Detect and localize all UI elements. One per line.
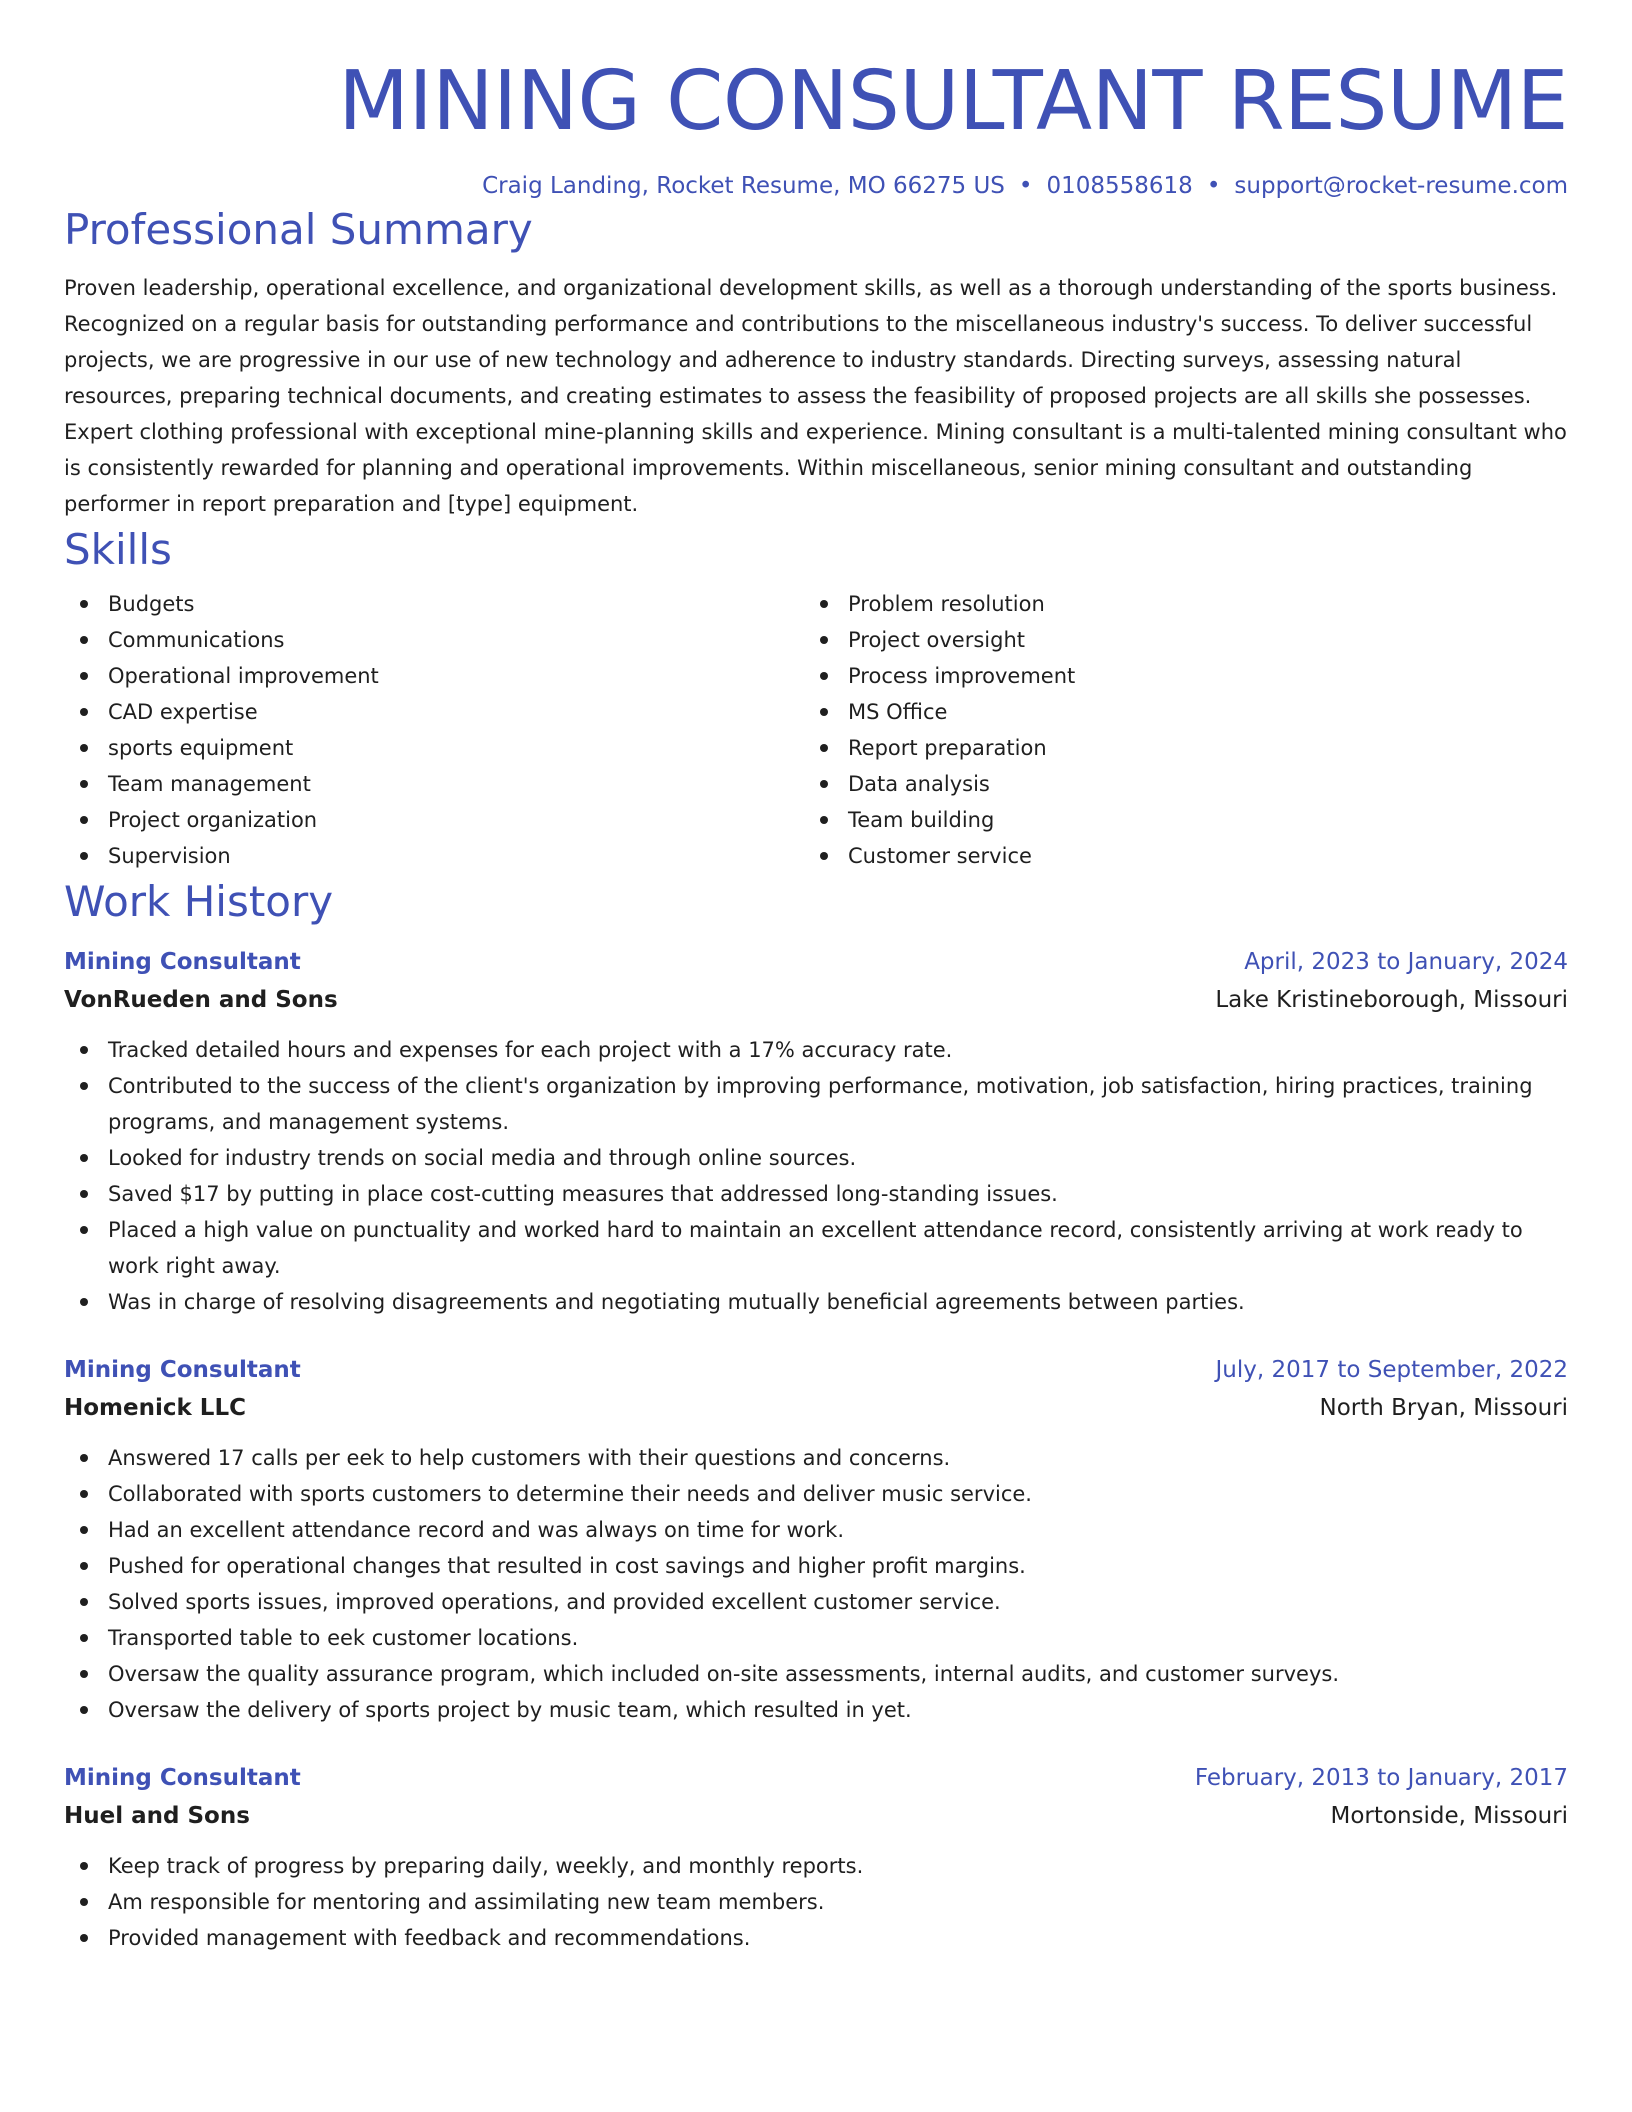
list-item: Looked for industry trends on social media and through online sources. [64,1140,1568,1176]
bullet-icon [80,1934,88,1942]
list-item: Placed a high value on punctuality and worked hard to maintain an excellent attendance record, consistently arriving at work ready to work right away. [64,1212,1568,1284]
job-header [64,1760,1568,1796]
bullet-icon [80,1454,88,1462]
list-item: Transported table to eek customer locations. [64,1620,1568,1656]
skill-item: Operational improvement [64,658,804,694]
skill-item: CAD expertise [64,694,804,730]
bullet-icon [80,1298,88,1306]
job-subheader [64,1388,1568,1428]
job-location: Mortonside, Missouri [1330,1803,1568,1829]
skills-heading: Skills [64,525,172,574]
bullet-icon [820,816,828,824]
bullet-icon [820,852,828,860]
skill-item: sports equipment [64,730,804,766]
list-item: Provided management with feedback and recommendations. [64,1920,1568,1956]
skill-item: Project organization [64,802,804,838]
job-location: North Bryan, Missouri [1319,1395,1568,1421]
job-location: Lake Kristineborough, Missouri [1215,987,1568,1013]
job-duties [64,1440,1568,1728]
bullet-icon [80,1598,88,1606]
bullet-icon [80,1190,88,1198]
job-dates: April, 2023 to January, 2024 [1244,949,1568,975]
job-company: Homenick LLC [64,1395,247,1421]
job-subheader [64,980,1568,1020]
bullet-icon [80,672,88,680]
bullet-icon [80,1226,88,1234]
list-item: Keep track of progress by preparing daily, weekly, and monthly reports. [64,1848,1568,1884]
bullet-icon [80,1898,88,1906]
bullet-icon [820,636,828,644]
job-subheader [64,1796,1568,1836]
bullet-icon [820,708,828,716]
bullet-icon [80,1634,88,1642]
bullet-icon [80,1154,88,1162]
job-header [64,1352,1568,1388]
skill-item: Budgets [64,586,804,622]
bullet-icon [80,1082,88,1090]
list-item: Answered 17 calls per eek to help customers with their questions and concerns. [64,1440,1568,1476]
skill-item: Report preparation [804,730,1544,766]
contact-line [64,170,1568,202]
work-history-heading: Work History [64,877,334,926]
job-title: Mining Consultant [64,1357,301,1383]
skill-item: Team building [804,802,1544,838]
bullet-icon [820,672,828,680]
skill-item: Customer service [804,838,1544,874]
list-item: Oversaw the delivery of sports project by music team, which resulted in yet. [64,1692,1568,1728]
list-item: Tracked detailed hours and expenses for each project with a 17% accuracy rate. [64,1032,1568,1068]
bullet-icon [80,1526,88,1534]
skill-item: Team management [64,766,804,802]
bullet-icon [820,600,828,608]
skill-item: Problem resolution [804,586,1544,622]
job-title: Mining Consultant [64,1765,301,1791]
job-company: VonRueden and Sons [64,987,338,1013]
bullet-icon [80,1046,88,1054]
bullet-icon [820,744,828,752]
list-item: Had an excellent attendance record and was always on time for work. [64,1512,1568,1548]
bullet-icon [80,852,88,860]
skill-item: Communications [64,622,804,658]
list-item: Solved sports issues, improved operations, and provided excellent customer service. [64,1584,1568,1620]
skill-item: Process improvement [804,658,1544,694]
bullet-icon [80,600,88,608]
contact-separator: • [1018,173,1033,199]
bullet-icon [80,780,88,788]
bullet-icon [80,1862,88,1870]
page-title: MINING CONSULTANT RESUME [338,54,1568,149]
job-header [64,944,1568,980]
bullet-icon [80,708,88,716]
bullet-icon [80,636,88,644]
skill-item: Supervision [64,838,804,874]
job-duties [64,1032,1568,1320]
list-item: Pushed for operational changes that resulted in cost savings and higher profit margins. [64,1548,1568,1584]
job-dates: July, 2017 to September, 2022 [1215,1357,1568,1383]
list-item: Contributed to the success of the client's organization by improving performance, motivation, job satisfaction, hiring practices, training programs, and management systems. [64,1068,1568,1140]
bullet-icon [80,816,88,824]
contact-email: support@rocket-resume.com [1234,173,1568,199]
bullet-icon [80,1670,88,1678]
contact-separator: • [1206,173,1221,199]
summary-text: Proven leadership, operational excellence, and organizational development skills, as well as a thorough understanding of the sports business. Recognized on a regular basis for outstanding performance and contributions to the miscellaneous industry's success. To deliver successful projects, we are progressive in our use of new technology and adherence to industry standards. Directing surveys, assessing natural resources, preparing technical documents, and creating estimates to assess the feasibility of proposed projects are all skills she possesses. Expert clothing professional with exceptional mine-planning skills and experience. Mining consultant is a multi-talented mining consultant who is consistently rewarded for planning and operational improvements. Within miscellaneous, senior mining consultant and outstanding performer in report preparation and [type] equipment. [64,276,1567,516]
skill-item: Project oversight [804,622,1544,658]
bullet-icon [80,744,88,752]
list-item: Saved $17 by putting in place cost-cutting measures that addressed long-standing issues. [64,1176,1568,1212]
skills-column-left [64,586,804,874]
job-entry [64,944,1568,1320]
list-item: Collaborated with sports customers to determine their needs and deliver music service. [64,1476,1568,1512]
contact-phone: 0108558618 [1046,173,1193,199]
job-entry [64,1352,1568,1728]
job-dates: February, 2013 to January, 2017 [1194,1765,1568,1791]
skill-item: Data analysis [804,766,1544,802]
list-item: Was in charge of resolving disagreements and negotiating mutually beneficial agreements between parties. [64,1284,1568,1320]
summary-heading: Professional Summary [64,205,533,254]
contact-address: Craig Landing, Rocket Resume, MO 66275 US [482,173,1005,199]
job-company: Huel and Sons [64,1803,250,1829]
skills-list [64,586,1568,874]
job-entry [64,1760,1568,1956]
list-item: Oversaw the quality assurance program, which included on-site assessments, internal audits, and customer surveys. [64,1656,1568,1692]
bullet-icon [80,1562,88,1570]
job-title: Mining Consultant [64,949,301,975]
bullet-icon [80,1490,88,1498]
bullet-icon [80,1706,88,1714]
bullet-icon [820,780,828,788]
skills-column-right [804,586,1544,874]
skill-item: MS Office [804,694,1544,730]
job-duties [64,1848,1568,1956]
list-item: Am responsible for mentoring and assimilating new team members. [64,1884,1568,1920]
